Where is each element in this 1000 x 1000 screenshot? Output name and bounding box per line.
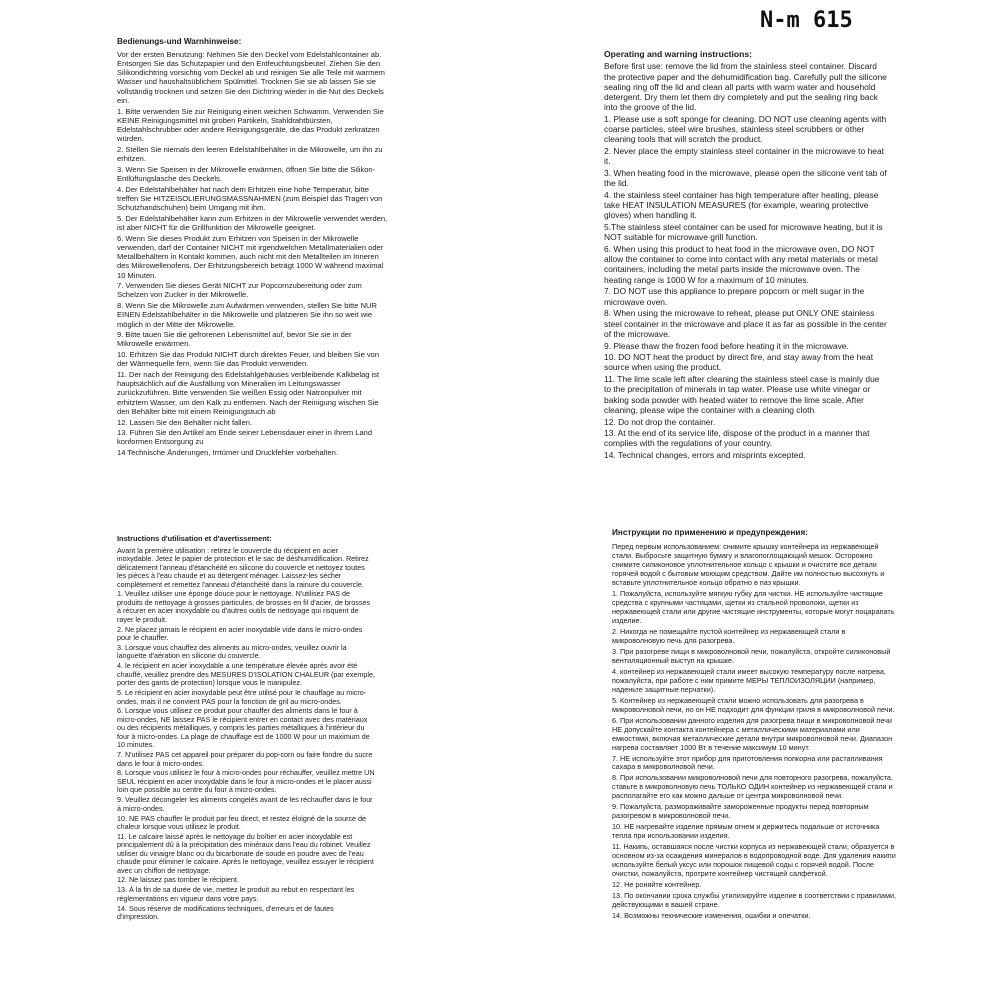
russian-paragraph: 14. Возможны технические изменения, ошибки и опечатки. bbox=[612, 911, 811, 921]
russian-paragraph: 13. По окончании срока службы утилизируйте изделие в соответствии с правилами, действующими в вашей стране. bbox=[612, 891, 896, 910]
german-paragraph: 12. Lassen Sie den Behälter nicht fallen. bbox=[117, 417, 253, 427]
german-paragraph: 14 Technische Änderungen, Irrtümer und Druckfehler vorbehalten. bbox=[117, 448, 338, 458]
german-paragraph: 11. Der nach der Reinigung des Edelstahlgehäuses verbleibende Kalkbelag ist hauptsächlich auf die Ausfällung von Mineralien im Leitungswasser zurückzuführen. Bitte verwenden Sie weißen Essig oder Natronpulver mit erhitztem Wasser, um den Kalk zu entfernen. Nach der Reinigung wischen Sie den Behälter bitte mit einem Reinigungstuch ab bbox=[117, 370, 380, 416]
russian-paragraph: 5. Контейнер из нержавеющей стали можно использовать для разогрева в микроволновой печи, но он НЕ подходит для функции гриля в микроволновой печи. bbox=[612, 695, 895, 714]
english-paragraph: Before first use: remove the lid from the stainless steel container. Discard the protective paper and the dehumidification bag. Carefully pull the silicone sealing ring off the lid and clean all parts with warm water and household detergent. Dry them let them dry completely and put the sealing ring back into the groove of the lid. bbox=[604, 61, 887, 113]
french-paragraph: 10. NE PAS chauffer le produit par feu direct, et restez éloigné de la source de chaleur lorsque vous utilisez le produit. bbox=[117, 813, 367, 831]
russian-paragraph: 8. При использовании микроволновой печи для повторного разогрева, пожалуйста, ставьте в микроволновую печь ТОЛЬКО ОДИН контейнер из нержавеющей стали и располагайте его как можно дальше от центра микроволновой печи. bbox=[612, 773, 893, 801]
russian-paragraph: 11. Накипь, оставшаяся после чистки корпуса из нержавеющей стали, образуется в основном из-за осаждения минералов в водопроводной воде. Для удаления накипи используйте белый уксус или порошок пищевой соды с горячей водой. После очистки, пожалуйста, протрите контейнер чистящей салфеткой. bbox=[612, 842, 896, 879]
english-paragraph: 14. Technical changes, errors and misprints excepted. bbox=[604, 450, 806, 461]
english-paragraph: 5.The stainless steel container can be used for microwave heating, but it is NOT suitable for microwave grill function. bbox=[604, 222, 883, 243]
model-code: N-m 615 bbox=[760, 8, 853, 33]
german-instructions bbox=[117, 37, 389, 517]
german-paragraph: 7. Verwenden Sie dieses Gerät NICHT zur Popcornzubereitung oder zum Schelzen von Zucker in der Mikrowelle. bbox=[117, 281, 362, 300]
english-paragraph: 9. Please thaw the frozen food before heating it in the microwave. bbox=[604, 340, 849, 351]
german-paragraph: 3. Wenn Sie Speisen in der Mikrowelle erwärmen, öffnen Sie bitte die Silikon- Entlüftungslasche des Deckels. bbox=[117, 164, 376, 183]
russian-heading: Инструкции по применению и предупреждения: bbox=[612, 528, 808, 537]
french-paragraph: 1. Veuillez utiliser une éponge douce pour le nettoyage. N'utilisez PAS de produits de nettoyage à grosses particules, de brosses en fil d'acier, de brosses à récurer en acier inoxydable ou d'autres outils de nettoyage qui risquent de rayer le produit. bbox=[117, 589, 371, 624]
german-paragraph: 4. Der Edelstahlbehälter hat nach dem Erhitzen eine hohe Temperatur, bitte treffen Sie HITZEISOLIERUNGSMASSNAHMEN (zum Beispiel das Tragen von Schutzhandschuhen) beim Umgang mit ihm. bbox=[117, 184, 383, 213]
russian-instructions bbox=[612, 528, 896, 998]
english-paragraph: 4. the stainless steel container has high temperature after heating, please take HEAT INSULATION MEASURES (for example, wearing protective gloves) when handling it. bbox=[604, 189, 879, 221]
russian-paragraph: Перед первым использованием: снимите крышку контейнера из нержавеющей стали. Выбросьте защитную бумагу и влагопоглощающий мешок. Осторожно снимите силиконовое уплотнительное кольцо с крышки и очистите все детали горячей водой с бытовым моющим средством. Дайте им полностью высохнуть и вставьте уплотнительное кольцо обратно в паз крышки. bbox=[612, 541, 885, 587]
english-paragraph: 7. DO NOT use this appliance to prepare popcorn or melt sugar in the microwave oven. bbox=[604, 286, 865, 307]
russian-paragraph: 3. При разогреве пищи в микроволновой печи, пожалуйста, откройте силиконовый вентиляционный выступ на крышке. bbox=[612, 646, 891, 665]
french-heading: Instructions d'utilisation et d'avertissement: bbox=[117, 535, 272, 543]
english-paragraph: 8. When using the microwave to reheat, please put ONLY ONE stainless steel container in the microwave and place it as far as possible in the center of the microwave. bbox=[604, 308, 887, 339]
russian-paragraph: 7. НЕ используйте этот прибор для приготовления попкорна или растапливания сахара в микроволновой печи. bbox=[612, 753, 883, 772]
french-paragraph: 14. Sous réserve de modifications techniques, d'erreurs et de fautes d'impression. bbox=[117, 903, 334, 922]
russian-paragraph: 2. Никогда не помещайте пустой контейнер из нержавеющей стали в микроволновую печь для разогрева. bbox=[612, 626, 846, 645]
french-paragraph: Avant la première utilisation : retirez le couvercle du récipient en acier inoxydable. Jetez le papier de protection et le sac de déshumidification. Retirez délicatement l'anneau d'étanchéité en silicone du couvercle et nettoyez toutes les pièces à l'eau chaude et au détergent ménager. Laissez-les sécher complètement et remettez l'anneau d'étanchéité dans la rainure du couvercle. bbox=[117, 545, 369, 589]
german-paragraph: 13. Führen Sie den Artikel am Ende seiner Lebensdauer einer in Ihrem Land konformen Entsorgung zu bbox=[117, 428, 373, 447]
english-heading: Operating and warning instructions: bbox=[604, 49, 753, 59]
english-paragraph: 12. Do not drop the container. bbox=[604, 416, 716, 427]
german-paragraph: 6. Wenn Sie dieses Produkt zum Erhitzen von Speisen in der Mikrowelle verwenden, darf der Container NICHT mit irgendwelchen Metallmaterialien oder Metallbehältern in Kontakt kommen, auch nicht mit den Metallteilen im Inneren des Mikrowellenofens. Der Erhitzungsbereich beträgt 1000 W während maximal 10 Minuten. bbox=[117, 233, 384, 280]
french-paragraph: 8. Lorsque vous utilisez le four à micro-ondes pour réchauffer, veuillez mettre UN SEUL récipient en acier inoxydable dans le four à micro-ondes et le placer aussi loin que possible au centre du four à micro-ondes. bbox=[117, 768, 375, 795]
english-paragraph: 1. Please use a soft sponge for cleaning. DO NOT use cleaning agents with coarse particles, steel wire brushes, stainless steel scrubbers or other cleaning tools that will scratch the product. bbox=[604, 113, 887, 145]
german-paragraph: Vor der ersten Benutzung: Nehmen Sie den Deckel vom Edelstahlcontainer ab. Entsorgen Sie das Schutzpapier und den Entfeuchtungsbeutel. Ziehen Sie den Silikondichtring vorsichtig vom Deckel ab und reinigen Sie alle Teile mit warmem Wasser und haushaltsüblichem Spülmittel. Trocknen Sie sie ab lassen Sie sie vollständig trocknen und setzen Sie den Dichtring wieder in die Nut des Deckels ein. bbox=[117, 49, 385, 105]
russian-paragraph: 12. Не роняйте контейнер. bbox=[612, 880, 702, 890]
russian-paragraph: 1. Пожалуйста, используйте мягкую губку для чистки. НЕ используйте чистящие средства с крупными частицами, щетки из стальной проволоки, щетки из нержавеющей стали или другие чистящие инструменты, которые могут поцарапать изделие. bbox=[612, 588, 895, 625]
french-paragraph: 12. Ne laissez pas tomber le récipient. bbox=[117, 875, 239, 885]
french-paragraph: 11. Le calcaire laissé après le nettoyage du boîtier en acier inoxydable est principalement dû à la précipitation des minéraux dans l'eau du robinet. Veuillez utiliser du vinaigre blanc ou du bicarbonate de soude en poudre avec de l'eau chaude pour éliminer le calcaire. Après le nettoyage, veuillez essuyer le récipient avec un chiffon de nettoyage. bbox=[117, 831, 374, 875]
french-instructions bbox=[117, 535, 375, 997]
russian-paragraph: 4. контейнер из нержавеющей стали имеет высокую температуру после нагрева, пожалуйста, при работе с ним примите МЕРЫ ТЕПЛОИЗОЛЯЦИИ (например, наденьте защитные перчатки). bbox=[612, 666, 886, 694]
german-heading: Bedienungs-und Warnhinweise: bbox=[117, 37, 242, 46]
german-paragraph: 5. Der Edelstahlbehälter kann zum Erhitzen in der Mikrowelle verwendet werden, ist aber NICHT für die Grillfunktion der Mikrowelle geeignet. bbox=[117, 213, 388, 232]
english-paragraph: 10. DO NOT heat the product by direct fire, and stay away from the heat source when using the product. bbox=[604, 352, 874, 373]
french-paragraph: 2. Ne placez jamais le récipient en acier inoxydable vide dans le micro-ondes pour le chauffer. bbox=[117, 624, 363, 643]
german-paragraph: 8. Wenn Sie die Mikrowelle zum Aufwärmen verwenden, stellen Sie bitte NUR EINEN Edelstahlbehälter in die Mikrowelle und platzieren Sie ihn so weit wie möglich in der Mitte der Mikrowelle. bbox=[117, 301, 377, 329]
russian-paragraph: 9. Пожалуйста, размораживайте замороженные продукты перед повторным разогревом в микроволновой печи. bbox=[612, 802, 869, 821]
french-paragraph: 6. Lorsque vous utilisez ce produit pour chauffer des aliments dans le four à micro-ondes, NE laissez PAS le récipient entrer en contact avec des matériaux ou des récipients métalliques, y compris les parties métalliques à l'intérieur du four à micro-ondes. La plage de chauffage est de 1000 W pour un maximum de 10 minutes. bbox=[117, 706, 370, 750]
english-paragraph: 2. Never place the empty stainless steel container in the microwave to heat it. bbox=[604, 146, 884, 167]
russian-paragraph: 10. НЕ нагревайте изделие прямым огнем и держитесь подальше от источника тепла при использовании изделия. bbox=[612, 822, 880, 841]
english-paragraph: 6. When using this product to heat food in the microwave oven, DO NOT allow the container to come into contact with any metal materials or metal containers, including the metal parts inside the microwave oven. The heating range is 1000 W for a maximum of 10 minutes. bbox=[604, 244, 878, 285]
english-paragraph: 3. When heating food in the microwave, please open the silicone vent tab of the lid. bbox=[604, 168, 887, 189]
english-paragraph: 13. At the end of its service life, dispose of the product in a manner that complies with the regulations of your country. bbox=[604, 428, 870, 449]
english-instructions bbox=[604, 49, 888, 495]
german-paragraph: 1. Bitte verwenden Sie zur Reinigung einen weichen Schwamm. Verwenden Sie KEINE Reinigungsmittel mit groben Partikeln, Stahldrahtbürsten, Edelstahlschrubber oder andere Reinigungsgeräte, die das Produkt zerkratzen würden. bbox=[117, 106, 384, 144]
russian-paragraph: 6. При использовании данного изделия для разогрева пищи в микроволновой печи НЕ допускайте контакта контейнера с металлическими материалами или емкостями, включая металлические детали внутри микроволновой печи. Диапазон нагрева составляет 1000 Вт в течение максимум 10 минут. bbox=[612, 715, 893, 752]
german-paragraph: 2. Stellen Sie niemals den leeren Edelstahlbehälter in die Mikrowelle, um ihn zu erhitzen. bbox=[117, 144, 383, 164]
french-paragraph: 9. Veuillez décongeler les aliments congelés avant de les réchauffer dans le four à micro-ondes. bbox=[117, 795, 373, 813]
german-paragraph: 10. Erhitzen Sie das Produkt NICHT durch direktes Feuer, und bleiben Sie von der Wärmequelle fern, wenn Sie das Produkt verwenden. bbox=[117, 350, 380, 369]
french-paragraph: 5. Le récipient en acier inoxydable peut être utilisé pour le chauffage au micro-ondes, mais il ne convient PAS pour la fonction de gril au micro-ondes. bbox=[117, 688, 367, 706]
german-paragraph: 9. Bitte tauen Sie die gefrorenen Lebensmittel auf, bevor Sie sie in der Mikrowelle erwärmen. bbox=[117, 330, 352, 349]
french-paragraph: 7. N'utilisez PAS cet appareil pour préparer du pop-corn ou faire fondre du sucre dans le four à micro-ondes. bbox=[117, 750, 373, 768]
french-paragraph: 3. Lorsque vous chauffez des aliments au micro-ondes, veuillez ouvrir la languette d'aération en silicone du couvercle. bbox=[117, 643, 347, 661]
french-paragraph: 4. le récipient en acier inoxydable a une température élevée après avoir été chauffé, veuillez prendre des MESURES D'ISOLATION CHALEUR (par exemple, porter des gants de protection) lorsque vous le manipulez. bbox=[117, 661, 375, 688]
english-paragraph: 11. The lime scale left after cleaning the stainless steel case is mainly due to the precipitation of minerals in tap water. Please use white vinegar or baking soda powder with heated water to remove the lime scale. After cleaning, please wipe the container with a cleaning cloth bbox=[604, 374, 880, 415]
french-paragraph: 13. À la fin de sa durée de vie, mettez le produit au rebut en respectant les réglementations en vigueur dans votre pays. bbox=[117, 885, 355, 903]
